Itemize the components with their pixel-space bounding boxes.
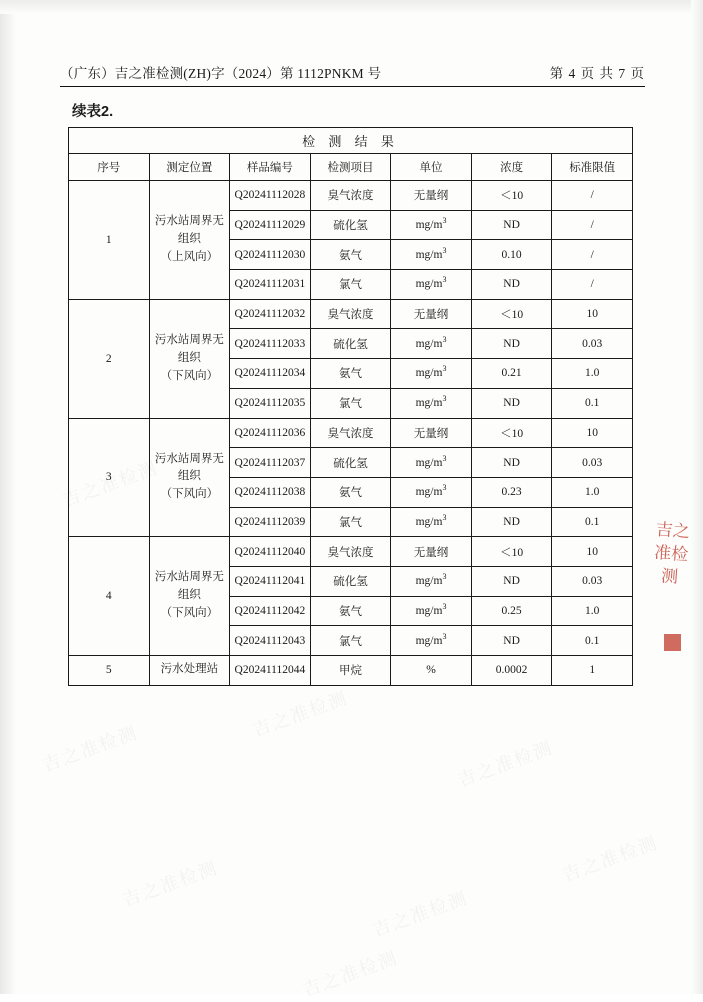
watermark	[559, 829, 662, 888]
unit: $mg/m^3$	[391, 596, 472, 626]
watermark	[39, 719, 142, 778]
concentration-value: ND	[471, 329, 552, 359]
concentration-value: ND	[471, 448, 552, 478]
test-item: 氯气	[310, 270, 391, 300]
sample-number: Q20241112033	[230, 329, 311, 359]
concentration-value: 0.0002	[471, 656, 552, 686]
unit: $mg/m^3$	[391, 507, 472, 537]
standard-limit: 1.0	[552, 596, 633, 626]
page-title: 续表2.	[72, 104, 114, 120]
sample-number: Q20241112037	[230, 448, 311, 478]
table-title: 检 测 结 果	[69, 128, 633, 154]
standard-limit: 0.1	[552, 507, 633, 537]
column-header: 浓度	[471, 154, 552, 181]
row-index: 5	[69, 656, 150, 686]
red-stamp-seal	[664, 634, 681, 651]
test-item: 硫化氢	[310, 448, 391, 478]
scan-edge-left	[0, 0, 16, 994]
table-header-row	[69, 154, 633, 181]
concentration-value: 0.10	[471, 240, 552, 270]
sample-number: Q20241112029	[230, 210, 311, 240]
scan-edge-top	[0, 0, 703, 14]
sample-number: Q20241112040	[230, 537, 311, 567]
concentration-value: ND	[471, 507, 552, 537]
unit: $mg/m^3$	[391, 359, 472, 389]
standard-limit: 0.03	[552, 329, 633, 359]
measure-location: 污水站周界无组织 （下风向）	[149, 299, 230, 418]
sample-number: Q20241112034	[230, 359, 311, 389]
concentration-value: ＜10	[471, 418, 552, 448]
standard-limit: 10	[552, 299, 633, 329]
column-header: 单位	[391, 154, 472, 181]
standard-limit: 1	[552, 656, 633, 686]
concentration-value: ND	[471, 388, 552, 418]
unit: $mg/m^3$	[391, 448, 472, 478]
table-title-row	[69, 128, 633, 154]
unit: 无量纲	[391, 537, 472, 567]
test-item: 臭气浓度	[310, 537, 391, 567]
concentration-value: ND	[471, 566, 552, 596]
unit: 无量纲	[391, 418, 472, 448]
sample-number: Q20241112030	[230, 240, 311, 270]
test-item: 臭气浓度	[310, 299, 391, 329]
unit: $mg/m^3$	[391, 477, 472, 507]
sample-number: Q20241112032	[230, 299, 311, 329]
concentration-value: ＜10	[471, 299, 552, 329]
test-item: 甲烷	[310, 656, 391, 686]
scan-edge-right	[691, 0, 703, 994]
column-header: 序号	[69, 154, 150, 181]
test-item: 氯气	[310, 626, 391, 656]
test-item: 硫化氢	[310, 566, 391, 596]
standard-limit: 0.03	[552, 448, 633, 478]
test-item: 氨气	[310, 359, 391, 389]
table-row	[69, 181, 633, 211]
table-row	[69, 656, 633, 686]
sample-number: Q20241112031	[230, 270, 311, 300]
standard-limit: 0.1	[552, 626, 633, 656]
unit: $mg/m^3$	[391, 329, 472, 359]
sample-number: Q20241112044	[230, 656, 311, 686]
results-table	[68, 127, 633, 686]
test-item: 氨气	[310, 596, 391, 626]
unit: $mg/m^3$	[391, 566, 472, 596]
standard-limit: 10	[552, 418, 633, 448]
unit: $mg/m^3$	[391, 626, 472, 656]
sample-number: Q20241112039	[230, 507, 311, 537]
standard-limit: 0.1	[552, 388, 633, 418]
unit: %	[391, 656, 472, 686]
page-header	[60, 62, 645, 82]
standard-limit: /	[552, 210, 633, 240]
sample-number: Q20241112042	[230, 596, 311, 626]
test-item: 臭气浓度	[310, 181, 391, 211]
measure-location: 污水站周界无组织 （下风向）	[149, 537, 230, 656]
table-row	[69, 418, 633, 448]
unit: $mg/m^3$	[391, 240, 472, 270]
watermark	[454, 734, 557, 793]
concentration-value: 0.23	[471, 477, 552, 507]
sample-number: Q20241112038	[230, 477, 311, 507]
row-index: 3	[69, 418, 150, 537]
report-number: （广东）吉之准检测(ZH)字（2024）第 1112PNKM 号	[60, 66, 382, 81]
concentration-value: ＜10	[471, 537, 552, 567]
table-row	[69, 299, 633, 329]
concentration-value: 0.21	[471, 359, 552, 389]
measure-location: 污水站周界无组织 （下风向）	[149, 418, 230, 537]
row-index: 4	[69, 537, 150, 656]
table-row	[69, 537, 633, 567]
standard-limit: 10	[552, 537, 633, 567]
standard-limit: 1.0	[552, 359, 633, 389]
header-divider	[60, 86, 645, 87]
standard-limit: /	[552, 181, 633, 211]
column-header: 样品编号	[230, 154, 311, 181]
standard-limit: /	[552, 240, 633, 270]
test-item: 氨气	[310, 477, 391, 507]
concentration-value: ND	[471, 270, 552, 300]
concentration-value: ＜10	[471, 181, 552, 211]
watermark	[119, 854, 222, 913]
unit: 无量纲	[391, 181, 472, 211]
concentration-value: ND	[471, 626, 552, 656]
sample-number: Q20241112035	[230, 388, 311, 418]
concentration-value: 0.25	[471, 596, 552, 626]
row-index: 1	[69, 181, 150, 300]
test-item: 氯气	[310, 507, 391, 537]
sample-number: Q20241112041	[230, 566, 311, 596]
sample-number: Q20241112028	[230, 181, 311, 211]
page-number: 第 4 页 共 7 页	[549, 66, 645, 81]
column-header: 标准限值	[552, 154, 633, 181]
watermark	[299, 944, 402, 1002]
measure-location: 污水站周界无组织 （上风向）	[149, 181, 230, 300]
unit: $mg/m^3$	[391, 270, 472, 300]
test-item: 硫化氢	[310, 210, 391, 240]
concentration-value: ND	[471, 210, 552, 240]
test-item: 臭气浓度	[310, 418, 391, 448]
unit: $mg/m^3$	[391, 388, 472, 418]
sample-number: Q20241112043	[230, 626, 311, 656]
column-header: 测定位置	[149, 154, 230, 181]
standard-limit: 0.03	[552, 566, 633, 596]
test-item: 氨气	[310, 240, 391, 270]
red-stamp-mark: 吉之准检测	[653, 519, 691, 587]
test-item: 氯气	[310, 388, 391, 418]
unit: $mg/m^3$	[391, 210, 472, 240]
watermark	[369, 884, 472, 943]
sample-number: Q20241112036	[230, 418, 311, 448]
standard-limit: /	[552, 270, 633, 300]
measure-location: 污水处理站	[149, 656, 230, 686]
row-index: 2	[69, 299, 150, 418]
unit: 无量纲	[391, 299, 472, 329]
standard-limit: 1.0	[552, 477, 633, 507]
column-header: 检测项目	[310, 154, 391, 181]
test-item: 硫化氢	[310, 329, 391, 359]
watermark	[249, 684, 352, 743]
